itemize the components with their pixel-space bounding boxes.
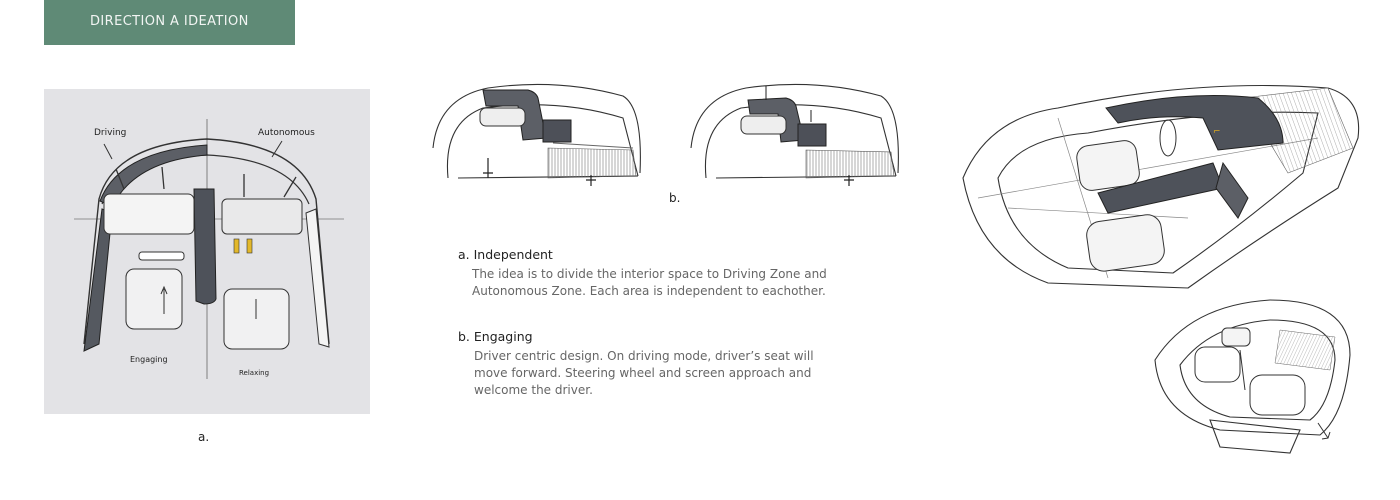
label-driving: Driving xyxy=(94,128,127,138)
label-engaging: Engaging xyxy=(130,355,168,364)
label-autonomous: Autonomous xyxy=(258,128,315,138)
concept-independent xyxy=(458,247,842,300)
concept-heading: a. Independent xyxy=(458,247,553,262)
concept-engaging xyxy=(458,329,844,399)
caption-b: b. xyxy=(669,191,681,205)
label-relaxing: Relaxing xyxy=(239,369,270,377)
sketch-b-left xyxy=(428,78,648,194)
sketch-perspective-small xyxy=(1150,295,1365,459)
concept-heading: b. Engaging xyxy=(458,329,533,344)
sketch-a-panel xyxy=(44,89,370,414)
sketch-perspective-large xyxy=(958,78,1378,297)
page-title: DIRECTION A IDEATION xyxy=(90,14,249,29)
sketch-a-drawing xyxy=(44,89,370,414)
concept-body: The idea is to divide the interior space to Driving Zone and Autonomous Zone. Each area is independent to eachother. xyxy=(472,267,827,298)
title-banner xyxy=(44,0,295,45)
sketch-b-right xyxy=(686,78,906,194)
yellow-mark: ⌐ xyxy=(1213,127,1221,137)
caption-a: a. xyxy=(198,430,210,444)
concept-body: Driver centric design. On driving mode, driver’s seat will move forward. Steering wheel and screen approach and welcome the driver. xyxy=(474,349,814,397)
